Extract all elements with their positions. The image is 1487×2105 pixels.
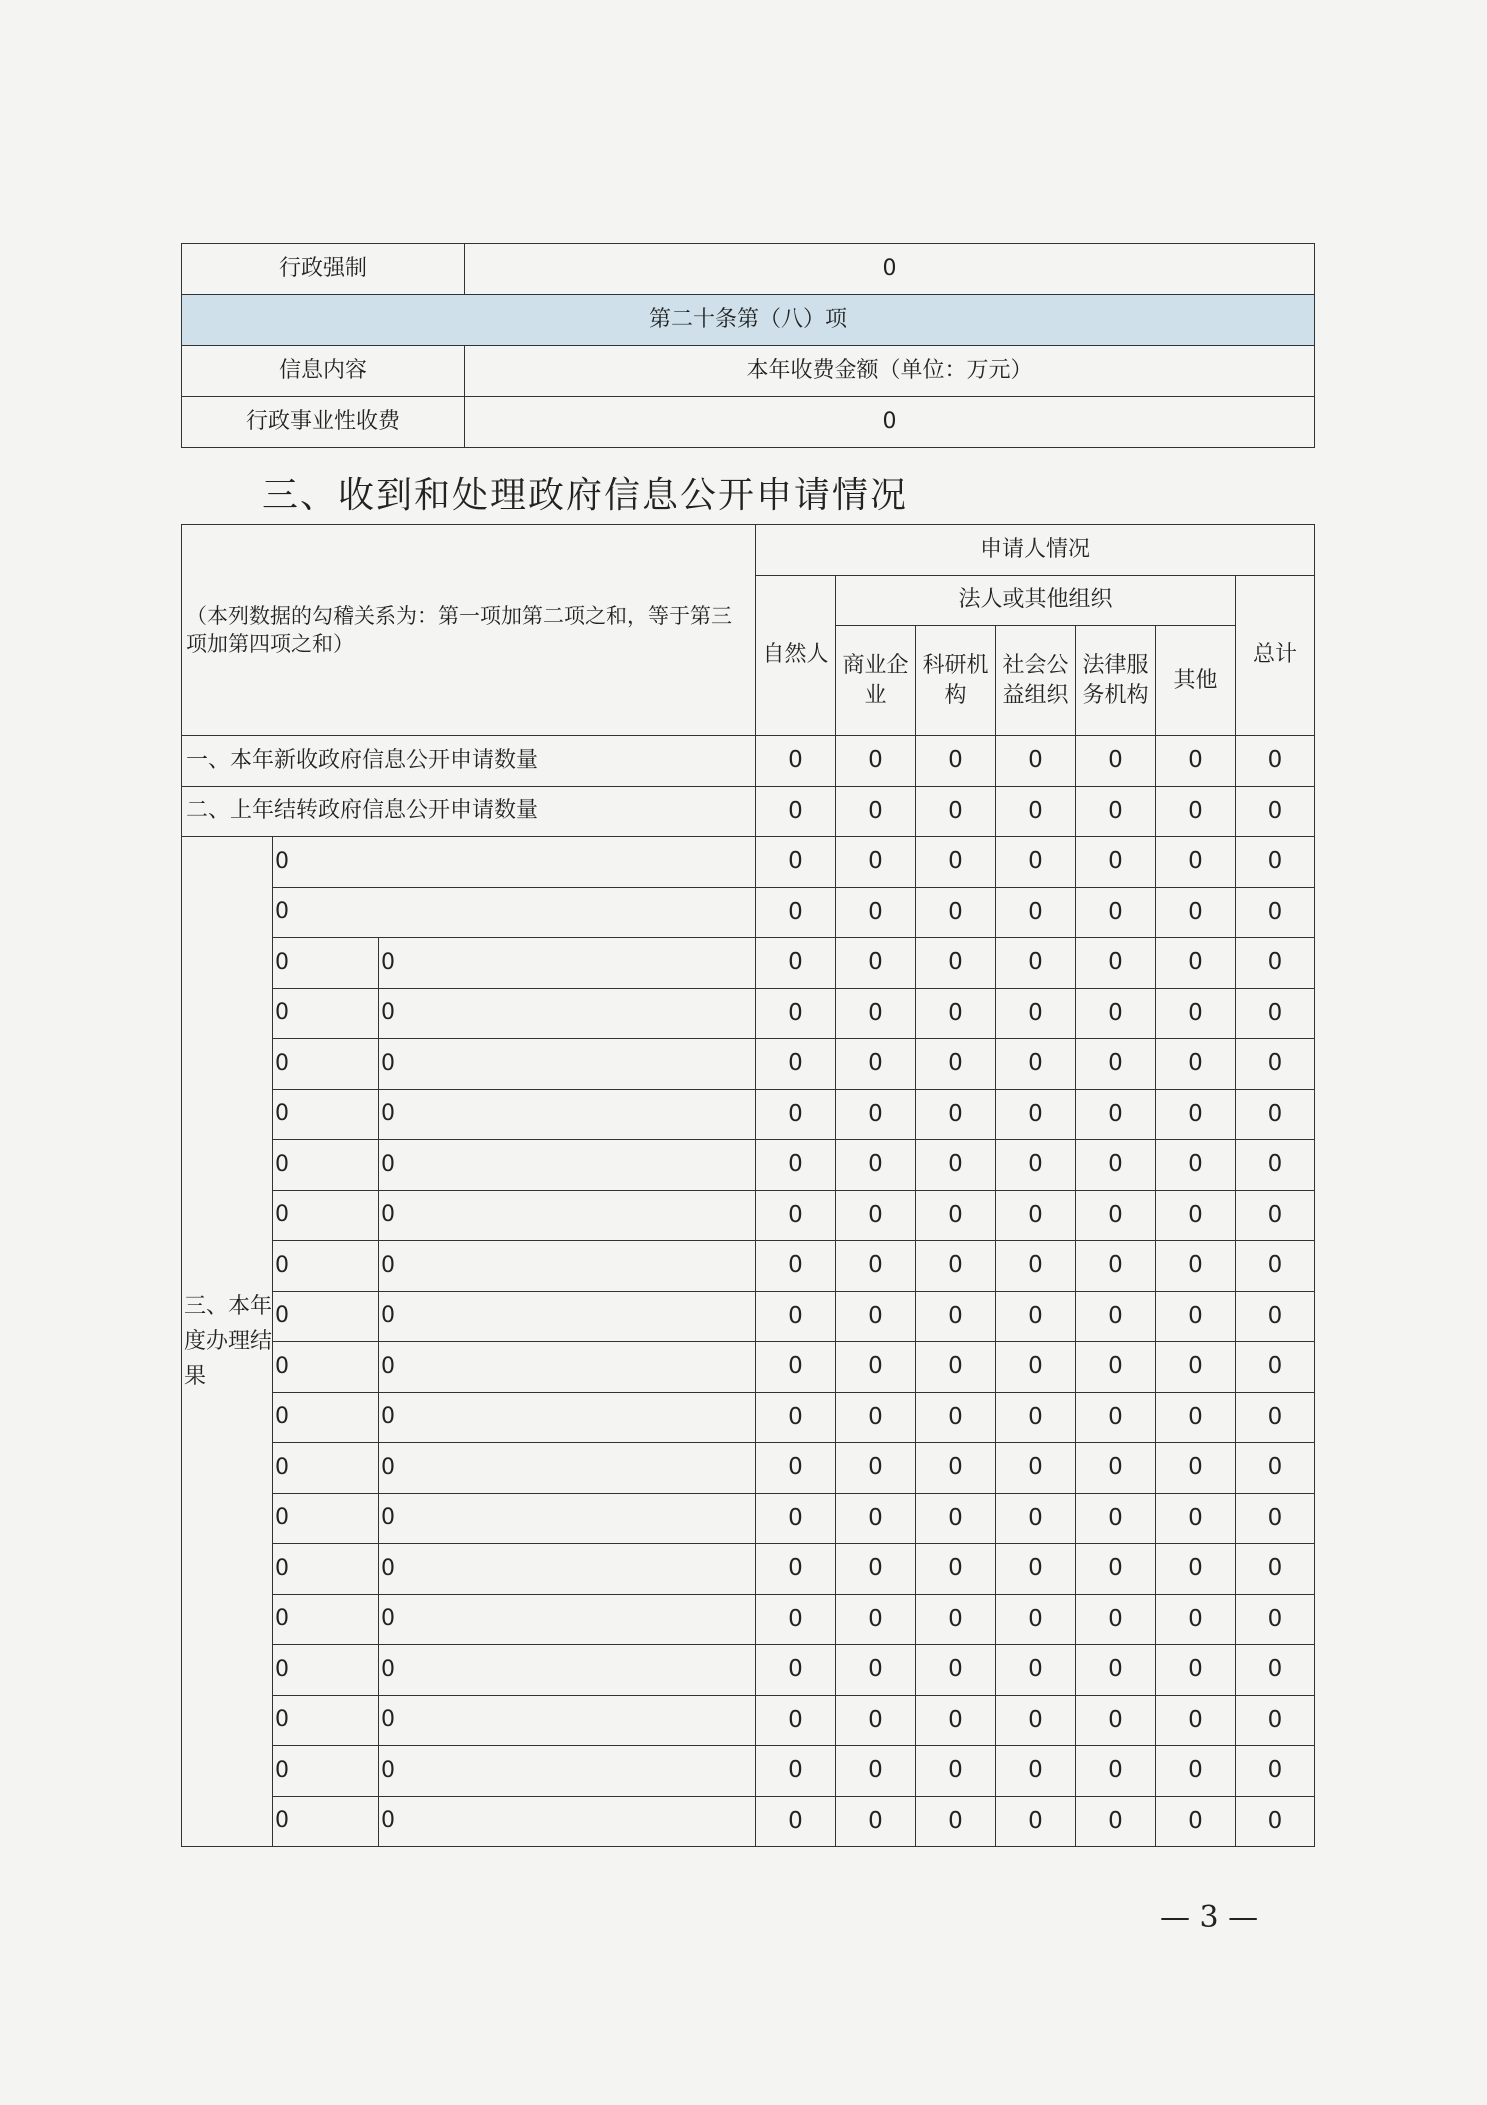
cell: 0 (1156, 1140, 1236, 1191)
cell: 0 (756, 1039, 836, 1090)
cell: 0 (1156, 1796, 1236, 1847)
cell: 0 (1236, 1241, 1315, 1292)
table-row (182, 1594, 1315, 1645)
section-title: 三、收到和处理政府信息公开申请情况 (262, 475, 909, 516)
cell: 0 (916, 887, 996, 938)
cell: 0 (836, 837, 916, 888)
sub-sub-item-label: 0 (379, 1140, 756, 1191)
cell: 0 (1156, 1190, 1236, 1241)
cell: 0 (1236, 1443, 1315, 1494)
cell: 0 (756, 1443, 836, 1494)
sub-item-label: 0 (273, 1695, 379, 1746)
sub-item-label: 0 (273, 988, 379, 1039)
cell: 0 (756, 938, 836, 989)
sub-item-label: 0 (273, 1493, 379, 1544)
cell: 0 (916, 786, 996, 837)
cell: 0 (756, 988, 836, 1039)
sub-item-label: 0 (273, 1392, 379, 1443)
cell: 0 (916, 1140, 996, 1191)
cell: 0 (1076, 1594, 1156, 1645)
sub-sub-item-label: 0 (379, 1695, 756, 1746)
cell: 0 (1156, 1443, 1236, 1494)
cell: 0 (756, 1493, 836, 1544)
sub-item-label: 0 (273, 1089, 379, 1140)
sub-item-label: 0 (273, 1291, 379, 1342)
cell: 0 (836, 1594, 916, 1645)
row-label: 一、本年新收政府信息公开申请数量 (182, 736, 756, 787)
cell: 0 (996, 1493, 1076, 1544)
sub-sub-item-label: 0 (379, 1443, 756, 1494)
sub-item-label: 0 (273, 1140, 379, 1191)
cell: 0 (916, 1746, 996, 1797)
sub-header-other: 其他 (1156, 626, 1236, 736)
cell: 0 (1156, 1645, 1236, 1696)
cell: 0 (996, 1241, 1076, 1292)
cell: 0 (916, 1241, 996, 1292)
result-label: 三、本年度办理结果 (182, 837, 273, 1847)
cell: 0 (836, 1089, 916, 1140)
sub-item-label: 0 (273, 938, 379, 989)
cell: 0 (836, 736, 916, 787)
cell: 0 (996, 1695, 1076, 1746)
cell: 0 (1076, 1241, 1156, 1292)
legal-org-header: 法人或其他组织 (836, 575, 1236, 626)
cell: 0 (996, 1594, 1076, 1645)
cell: 0 (1236, 988, 1315, 1039)
sub-sub-item-label: 0 (379, 1796, 756, 1847)
cell: 0 (996, 1392, 1076, 1443)
column-header: 信息内容 (182, 346, 465, 397)
cell: 0 (836, 1342, 916, 1393)
cell: 0 (756, 887, 836, 938)
cell: 0 (996, 988, 1076, 1039)
table-row (182, 1241, 1315, 1292)
cell: 0 (1076, 1392, 1156, 1443)
cell: 0 (996, 1291, 1076, 1342)
cell: 0 (1156, 1342, 1236, 1393)
sub-sub-item-label: 0 (379, 988, 756, 1039)
table-row (182, 1493, 1315, 1544)
cell: 0 (756, 1594, 836, 1645)
cell: 0 (1156, 1089, 1236, 1140)
cell: 0 (836, 1443, 916, 1494)
cell: 0 (756, 1241, 836, 1292)
cell: 0 (916, 988, 996, 1039)
cell: 0 (1076, 736, 1156, 787)
cell: 0 (996, 786, 1076, 837)
cell: 0 (996, 1796, 1076, 1847)
table-row (182, 988, 1315, 1039)
table-row (182, 1140, 1315, 1191)
row-value: 0 (465, 244, 1315, 295)
cell: 0 (1076, 1645, 1156, 1696)
cell: 0 (1156, 786, 1236, 837)
cell: 0 (1156, 1392, 1236, 1443)
table-row (182, 1796, 1315, 1847)
table-row (182, 244, 1315, 295)
cell: 0 (1236, 1695, 1315, 1746)
table-row (182, 938, 1315, 989)
cell: 0 (916, 736, 996, 787)
cell: 0 (916, 1796, 996, 1847)
cell: 0 (756, 1190, 836, 1241)
cell: 0 (916, 1392, 996, 1443)
cell: 0 (756, 1342, 836, 1393)
cell: 0 (836, 1695, 916, 1746)
table-row (182, 1695, 1315, 1746)
cell: 0 (1156, 1241, 1236, 1292)
cell: 0 (916, 1342, 996, 1393)
cell: 0 (1156, 837, 1236, 888)
cell: 0 (996, 938, 1076, 989)
cell: 0 (836, 988, 916, 1039)
sub-header-legal-service: 法律服务机构 (1076, 626, 1156, 736)
cell: 0 (1236, 786, 1315, 837)
cell: 0 (1156, 887, 1236, 938)
sub-item-label: 0 (273, 887, 756, 938)
cell: 0 (1236, 1392, 1315, 1443)
sub-sub-item-label: 0 (379, 1089, 756, 1140)
cell: 0 (1076, 1544, 1156, 1595)
cell: 0 (996, 1089, 1076, 1140)
cell: 0 (996, 1039, 1076, 1090)
cell: 0 (1236, 1746, 1315, 1797)
fee-table (181, 243, 1315, 448)
cell: 0 (916, 1089, 996, 1140)
sub-header-commercial: 商业企业 (836, 626, 916, 736)
cell: 0 (1076, 1443, 1156, 1494)
column-header: 本年收费金额（单位：万元） (465, 346, 1315, 397)
cell: 0 (1156, 1594, 1236, 1645)
table-row (182, 1291, 1315, 1342)
cell: 0 (1156, 1695, 1236, 1746)
table-row (182, 397, 1315, 448)
cell: 0 (1236, 736, 1315, 787)
cell: 0 (836, 1493, 916, 1544)
cell: 0 (996, 837, 1076, 888)
cell: 0 (756, 786, 836, 837)
table-row (182, 837, 1315, 888)
cell: 0 (756, 1392, 836, 1443)
table-row (182, 887, 1315, 938)
sub-item-label: 0 (273, 1039, 379, 1090)
row-label: 行政事业性收费 (182, 397, 465, 448)
table-row (182, 1392, 1315, 1443)
row-value: 0 (465, 397, 1315, 448)
sub-item-label: 0 (273, 1796, 379, 1847)
sub-item-label: 0 (273, 1342, 379, 1393)
cell: 0 (1236, 1544, 1315, 1595)
cell: 0 (1076, 887, 1156, 938)
cell: 0 (1076, 988, 1156, 1039)
header-row (182, 525, 1315, 576)
cell: 0 (836, 1392, 916, 1443)
cell: 0 (836, 1241, 916, 1292)
table-row (182, 1342, 1315, 1393)
cell: 0 (1236, 1291, 1315, 1342)
table-row (182, 1544, 1315, 1595)
application-table (181, 524, 1315, 1847)
cell: 0 (1076, 1746, 1156, 1797)
cell: 0 (1236, 887, 1315, 938)
cell: 0 (916, 1291, 996, 1342)
sub-sub-item-label: 0 (379, 1190, 756, 1241)
sub-sub-item-label: 0 (379, 1594, 756, 1645)
cell: 0 (916, 1544, 996, 1595)
cell: 0 (836, 786, 916, 837)
natural-person-header: 自然人 (756, 575, 836, 736)
cell: 0 (1156, 1544, 1236, 1595)
sub-header-research: 科研机构 (916, 626, 996, 736)
cell: 0 (1236, 1140, 1315, 1191)
sub-item-label: 0 (273, 1746, 379, 1797)
cell: 0 (756, 837, 836, 888)
sub-item-label: 0 (273, 1645, 379, 1696)
cell: 0 (756, 1695, 836, 1746)
cell: 0 (1076, 1493, 1156, 1544)
cell: 0 (836, 887, 916, 938)
cell: 0 (996, 1342, 1076, 1393)
row-label: 二、上年结转政府信息公开申请数量 (182, 786, 756, 837)
cell: 0 (756, 1796, 836, 1847)
cell: 0 (1236, 1493, 1315, 1544)
sub-sub-item-label: 0 (379, 1342, 756, 1393)
sub-sub-item-label: 0 (379, 1291, 756, 1342)
cell: 0 (1076, 837, 1156, 888)
band-label: 第二十条第（八）项 (182, 295, 1315, 346)
cell: 0 (1156, 736, 1236, 787)
table-row (182, 1645, 1315, 1696)
cell: 0 (1076, 1291, 1156, 1342)
cell: 0 (916, 1645, 996, 1696)
cell: 0 (916, 1039, 996, 1090)
cell: 0 (1076, 1695, 1156, 1746)
cell: 0 (916, 1493, 996, 1544)
cell: 0 (916, 1594, 996, 1645)
cell: 0 (1236, 1039, 1315, 1090)
sub-item-label: 0 (273, 1190, 379, 1241)
cell: 0 (996, 1443, 1076, 1494)
table-row (182, 1443, 1315, 1494)
cell: 0 (1236, 1796, 1315, 1847)
table-row (182, 1089, 1315, 1140)
sub-sub-item-label: 0 (379, 1544, 756, 1595)
cell: 0 (836, 1291, 916, 1342)
applicant-header: 申请人情况 (756, 525, 1315, 576)
section-band (182, 295, 1315, 346)
cell: 0 (836, 1039, 916, 1090)
cell: 0 (996, 736, 1076, 787)
cell: 0 (996, 1645, 1076, 1696)
cell: 0 (996, 1190, 1076, 1241)
cell: 0 (916, 1190, 996, 1241)
cell: 0 (1076, 1796, 1156, 1847)
sub-sub-item-label: 0 (379, 1746, 756, 1797)
cell: 0 (836, 1645, 916, 1696)
cell: 0 (1156, 988, 1236, 1039)
cell: 0 (1236, 1594, 1315, 1645)
cell: 0 (1236, 938, 1315, 989)
sub-header-public-welfare: 社会公益组织 (996, 626, 1076, 736)
cell: 0 (1076, 1342, 1156, 1393)
cell: 0 (1076, 1039, 1156, 1090)
table-row (182, 1039, 1315, 1090)
cell: 0 (1236, 1190, 1315, 1241)
cell: 0 (1236, 1089, 1315, 1140)
cell: 0 (756, 1291, 836, 1342)
cell: 0 (756, 1746, 836, 1797)
cell: 0 (916, 1443, 996, 1494)
sub-item-label: 0 (273, 837, 756, 888)
sub-sub-item-label: 0 (379, 938, 756, 989)
cell: 0 (1236, 1342, 1315, 1393)
cell: 0 (996, 1544, 1076, 1595)
cell: 0 (1156, 1291, 1236, 1342)
cell: 0 (1076, 1190, 1156, 1241)
cell: 0 (1156, 1746, 1236, 1797)
cell: 0 (756, 1140, 836, 1191)
sub-sub-item-label: 0 (379, 1645, 756, 1696)
cell: 0 (836, 1746, 916, 1797)
sub-sub-item-label: 0 (379, 1392, 756, 1443)
cell: 0 (916, 837, 996, 888)
cell: 0 (836, 1190, 916, 1241)
table-row (182, 786, 1315, 837)
cell: 0 (756, 1645, 836, 1696)
page-number: — 3 — (1160, 1900, 1259, 1935)
cell: 0 (756, 1089, 836, 1140)
cell: 0 (1076, 938, 1156, 989)
table-row (182, 736, 1315, 787)
sub-item-label: 0 (273, 1443, 379, 1494)
cell: 0 (996, 1140, 1076, 1191)
cell: 0 (836, 1544, 916, 1595)
sub-item-label: 0 (273, 1544, 379, 1595)
cell: 0 (836, 1796, 916, 1847)
cell: 0 (996, 1746, 1076, 1797)
cell: 0 (836, 938, 916, 989)
table-row (182, 1190, 1315, 1241)
table-row (182, 1746, 1315, 1797)
cell: 0 (836, 1140, 916, 1191)
sub-sub-item-label: 0 (379, 1493, 756, 1544)
sub-sub-item-label: 0 (379, 1241, 756, 1292)
cell: 0 (1236, 1645, 1315, 1696)
cell: 0 (916, 938, 996, 989)
cell: 0 (1236, 837, 1315, 888)
cell: 0 (1076, 1140, 1156, 1191)
cell: 0 (1076, 786, 1156, 837)
cell: 0 (916, 1695, 996, 1746)
relation-note: （本列数据的勾稽关系为：第一项加第二项之和，等于第三项加第四项之和） (182, 525, 756, 736)
cell: 0 (996, 887, 1076, 938)
table-row (182, 346, 1315, 397)
cell: 0 (1156, 1493, 1236, 1544)
cell: 0 (1156, 938, 1236, 989)
sub-item-label: 0 (273, 1594, 379, 1645)
total-header: 总计 (1236, 575, 1315, 736)
sub-sub-item-label: 0 (379, 1039, 756, 1090)
cell: 0 (1156, 1039, 1236, 1090)
cell: 0 (756, 1544, 836, 1595)
sub-item-label: 0 (273, 1241, 379, 1292)
cell: 0 (1076, 1089, 1156, 1140)
row-label: 行政强制 (182, 244, 465, 295)
cell: 0 (756, 736, 836, 787)
